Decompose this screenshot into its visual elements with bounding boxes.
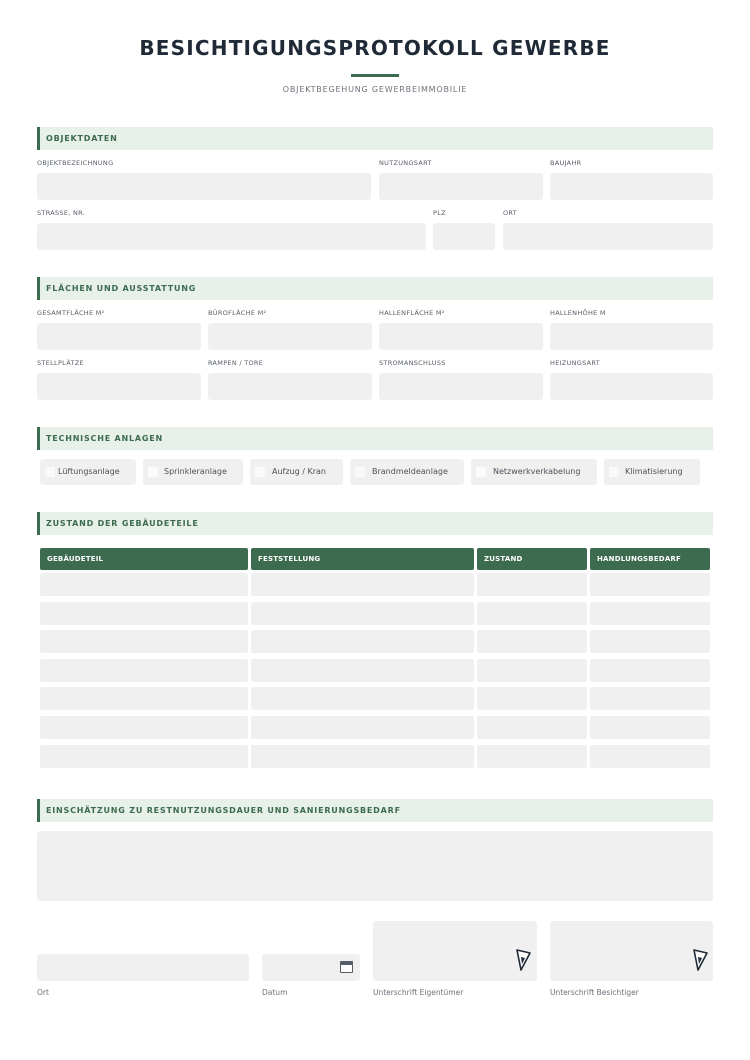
label-objektbezeichnung: OBJEKTBEZEICHNUNG	[37, 159, 114, 167]
page-subtitle: OBJEKTBEGEHUNG GEWERBEIMMOBILIE	[282, 85, 468, 94]
rampen-field[interactable]	[208, 373, 372, 400]
section-title: TECHNISCHE ANLAGEN	[46, 434, 164, 443]
table-header-zustand	[477, 548, 587, 570]
section-title: FLÄCHEN UND AUSSTATTUNG	[46, 284, 197, 293]
table-cell[interactable]	[251, 630, 474, 653]
table-cell[interactable]	[590, 659, 710, 682]
checkbox-aufzug-kran[interactable]	[250, 459, 343, 485]
checkbox-label: Brandmeldeanlage	[372, 467, 448, 476]
table-cell[interactable]	[590, 602, 710, 625]
table-header-feststellung	[251, 548, 474, 570]
baujahr-field[interactable]	[550, 173, 713, 200]
nutzungsart-field[interactable]	[379, 173, 543, 200]
label-nutzungsart: NUTZUNGSART	[379, 159, 432, 167]
table-header-handlungsbedarf	[590, 548, 710, 570]
stromanschluss-field[interactable]	[379, 373, 543, 400]
label-heizungsart: HEIZUNGSART	[550, 359, 601, 367]
table-cell[interactable]	[40, 630, 248, 653]
bueroflaeche-field[interactable]	[208, 323, 372, 350]
label-ort: ORT	[503, 209, 518, 217]
table-cell[interactable]	[590, 745, 710, 768]
page-title: BESICHTIGUNGSPROTOKOLL GEWERBE	[139, 36, 611, 60]
table-cell[interactable]	[251, 687, 474, 710]
table-cell[interactable]	[477, 687, 587, 710]
table-cell[interactable]	[40, 602, 248, 625]
ort-field[interactable]	[503, 223, 713, 250]
label-strasse: STRASSE, NR.	[37, 209, 86, 217]
checkbox-label: Netzwerkverkabelung	[493, 467, 581, 476]
label-stellplaetze: STELLPLÄTZE	[37, 359, 84, 367]
checkbox-square[interactable]	[45, 467, 55, 477]
title-divider	[351, 74, 399, 77]
signature-eigentuemer-field[interactable]	[373, 921, 537, 981]
checkbox-square[interactable]	[255, 467, 265, 477]
objektbezeichnung-field[interactable]	[37, 173, 371, 200]
section-header-flaechen	[37, 277, 713, 300]
footer-label-ort: Ort	[37, 988, 49, 997]
signature-besichtiger-field[interactable]	[550, 921, 713, 981]
table-cell[interactable]	[477, 573, 587, 596]
hallenflaeche-field[interactable]	[379, 323, 543, 350]
checkbox-square[interactable]	[609, 467, 619, 477]
table-cell[interactable]	[477, 602, 587, 625]
label-baujahr: BAUJAHR	[550, 159, 582, 167]
table-cell[interactable]	[40, 659, 248, 682]
label-hallenflaeche: HALLENFLÄCHE M²	[379, 309, 445, 317]
table-header-label: HANDLUNGSBEDARF	[597, 555, 682, 563]
label-rampen: RAMPEN / TORE	[208, 359, 264, 367]
checkbox-label: Klimatisierung	[625, 467, 683, 476]
table-header-label: ZUSTAND	[484, 555, 523, 563]
pen-icon	[692, 949, 708, 971]
label-bueroflaeche: BÜROFLÄCHE M²	[208, 309, 267, 317]
einschaetzung-textarea[interactable]	[37, 831, 713, 901]
table-cell[interactable]	[40, 573, 248, 596]
table-header-label: GEBÄUDETEIL	[47, 555, 104, 563]
table-cell[interactable]	[477, 745, 587, 768]
checkbox-lueftungsanlage[interactable]	[40, 459, 136, 485]
table-header-gebaeudeteil	[40, 548, 248, 570]
section-header-objektdaten	[37, 127, 713, 150]
table-cell[interactable]	[251, 659, 474, 682]
table-cell[interactable]	[251, 745, 474, 768]
hallenhoehe-field[interactable]	[550, 323, 713, 350]
section-header-zustand	[37, 512, 713, 535]
table-cell[interactable]	[477, 716, 587, 739]
checkbox-square[interactable]	[148, 467, 158, 477]
table-header-label: FESTSTELLUNG	[258, 555, 321, 563]
section-title: EINSCHÄTZUNG ZU RESTNUTZUNGSDAUER UND SANIERUNGSBEDARF	[46, 806, 401, 815]
table-cell[interactable]	[251, 573, 474, 596]
checkbox-netzwerkverkabelung[interactable]	[471, 459, 597, 485]
table-cell[interactable]	[590, 630, 710, 653]
checkbox-square[interactable]	[355, 467, 365, 477]
footer-label-datum: Datum	[262, 988, 288, 997]
label-plz: PLZ	[433, 209, 446, 217]
checkbox-label: Sprinkleranlage	[164, 467, 227, 476]
checkbox-label: Aufzug / Kran	[272, 467, 326, 476]
heizungsart-field[interactable]	[550, 373, 713, 400]
table-cell[interactable]	[251, 716, 474, 739]
checkbox-label: Lüftungsanlage	[58, 467, 120, 476]
label-hallenhoehe: HALLENHÖHE M	[550, 309, 606, 317]
checkbox-brandmeldeanlage[interactable]	[350, 459, 464, 485]
table-cell[interactable]	[590, 573, 710, 596]
table-cell[interactable]	[40, 687, 248, 710]
checkbox-square[interactable]	[476, 467, 486, 477]
footer-label-unterschrift-eigentuemer: Unterschrift Eigentümer	[373, 988, 464, 997]
table-cell[interactable]	[40, 745, 248, 768]
section-header-technik	[37, 427, 713, 450]
checkbox-sprinkleranlage[interactable]	[143, 459, 243, 485]
pen-icon	[515, 949, 531, 971]
ort-signature-field[interactable]	[37, 954, 249, 981]
table-cell[interactable]	[477, 630, 587, 653]
table-cell[interactable]	[251, 602, 474, 625]
section-title: ZUSTAND DER GEBÄUDETEILE	[46, 519, 199, 528]
plz-field[interactable]	[433, 223, 495, 250]
label-stromanschluss: STROMANSCHLUSS	[379, 359, 446, 367]
calendar-icon[interactable]	[340, 961, 353, 973]
gesamtflaeche-field[interactable]	[37, 323, 201, 350]
strasse-field[interactable]	[37, 223, 426, 250]
stellplaetze-field[interactable]	[37, 373, 201, 400]
table-cell[interactable]	[590, 687, 710, 710]
table-cell[interactable]	[40, 716, 248, 739]
table-cell[interactable]	[590, 716, 710, 739]
label-gesamtflaeche: GESAMTFLÄCHE M²	[37, 309, 105, 317]
footer-label-unterschrift-besichtiger: Unterschrift Besichtiger	[550, 988, 639, 997]
section-header-einschaetzung	[37, 799, 713, 822]
table-cell[interactable]	[477, 659, 587, 682]
section-title: OBJEKTDATEN	[46, 134, 118, 143]
checkbox-klimatisierung[interactable]	[604, 459, 700, 485]
